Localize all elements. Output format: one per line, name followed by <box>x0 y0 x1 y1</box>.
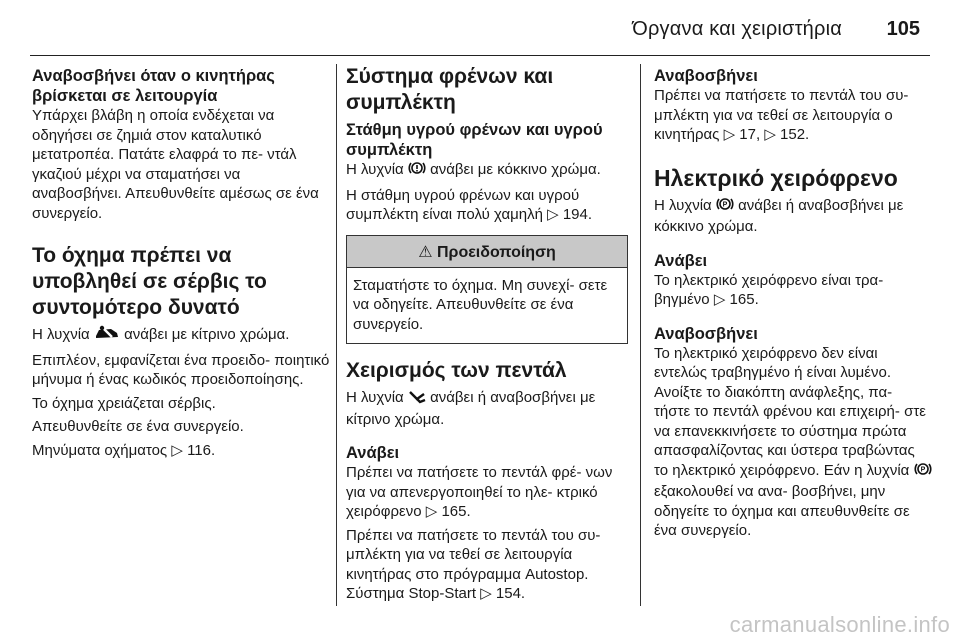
page-reference[interactable]: 116. <box>187 441 216 459</box>
column-3 <box>654 62 932 607</box>
section-heading: Σύστημα φρένων και συμπλέκτη <box>346 65 554 114</box>
text: Το ηλεκτρικό χειρόφρενο δεν είναι εντελώς τραβηγμένο ή είναι λυμένο. Ανοίξτε το διακόπτη ανάφλεξης, πα‐ τήστε το πεντάλ φρένου και επιχειρή‐ στε να επανεκκινήσετε το σύστημα πρώτα απασφαλίζοντας και ύστερα τραβώντας το ηλεκτρικό χειρόφρενο. Εάν η λυχνία <box>654 344 926 479</box>
page-reference-arrow-icon: ▷ <box>764 126 776 143</box>
subsection-heading: Αναβοσβήνει <box>654 67 758 85</box>
paragraph <box>654 86 932 145</box>
pedal-foot-icon <box>408 388 426 410</box>
text: Η λυχνία <box>346 389 404 406</box>
subsection-heading: Ανάβει <box>654 251 708 270</box>
page-reference[interactable]: 165. <box>441 503 471 520</box>
warning-text: Σταματήστε το όχημα. Μη συνεχί‐ σετε να οδηγείτε. Απευθυνθείτε σε ένα συνεργείο. <box>353 276 608 333</box>
text: Το ηλεκτρικό χειρόφρενο είναι τρα‐ βηγμένο <box>654 271 884 308</box>
text: ανάβει με κίτρινο χρώμα. <box>124 326 290 343</box>
section-heading: Ηλεκτρικό χειρόφρενο <box>654 164 898 191</box>
page-reference[interactable]: 152. <box>780 126 810 143</box>
subsection-heading: Αναβοσβήνει <box>654 324 758 343</box>
paragraph: Υπάρχει βλάβη η οποία ενδέχεται να οδηγήσει σε ζημιά στον καταλυτικό μετατροπέα. Πατάτε ελαφρά το πε‐ ντάλ γκαζιού μέχρι να σταματήσει να αναβοσβήνει. Απευθυνθείτε αμέσως σε ένα συνεργείο. <box>32 107 319 222</box>
text: Η στάθμη υγρού φρένων και υγρού συμπλέκτη είναι πολύ χαμηλή <box>346 186 580 223</box>
text: ανάβει ή αναβοσβήνει με κίτρινο χρώμα. <box>346 389 596 428</box>
page-reference-arrow-icon: ▷ <box>723 126 736 143</box>
paragraph <box>32 441 332 461</box>
service-wrench-car-icon <box>94 325 120 347</box>
page-reference[interactable]: 194. <box>562 206 593 223</box>
paragraph <box>346 526 628 604</box>
page-reference[interactable]: 154. <box>495 585 526 602</box>
warning-triangle-icon: ⚠ <box>418 243 433 261</box>
svg-text:P: P <box>920 466 925 474</box>
text: Πρέπει να πατήσετε το πεντάλ του συ‐ μπλέκτη για να τεθεί σε λειτουργία κινητήρας στο πρόγραμμα Autostop. Σύστημα Stop-Start <box>346 526 601 602</box>
column-divider <box>336 64 337 606</box>
text: Μηνύματα οχήματος <box>32 441 168 459</box>
section-heading: Χειρισμός των πεντάλ <box>346 359 567 382</box>
paragraph <box>346 463 628 522</box>
text: Η λυχνία <box>654 196 712 214</box>
page-reference[interactable]: 17, <box>739 126 761 143</box>
text: Η λυχνία <box>32 326 90 343</box>
column-1 <box>32 62 332 607</box>
warning-title: Προειδοποίηση <box>436 243 556 261</box>
page-reference[interactable]: 165. <box>729 291 759 308</box>
paragraph <box>346 186 628 225</box>
column-divider <box>640 64 641 606</box>
svg-text:P: P <box>722 201 728 209</box>
section-heading: Το όχημα πρέπει να υποβληθεί σε σέρβις το συντομότερο δυνατό <box>32 244 267 319</box>
page-reference-arrow-icon: ▷ <box>171 441 183 459</box>
text: ανάβει ή αναβοσβήνει με κόκκινο χρώμα. <box>654 196 904 235</box>
header-divider <box>30 55 930 56</box>
paragraph <box>654 196 932 237</box>
page-number: 105 <box>886 18 920 40</box>
text: εξακολουθεί να ανα‐ βοσβήνει, μην οδηγείτε το όχημα και απευθυνθείτε σε ένα συνεργείο. <box>654 483 910 539</box>
paragraph <box>346 160 628 182</box>
paragraph: Απευθυνθείτε σε ένα συνεργείο. <box>32 418 244 435</box>
section-heading: Αναβοσβήνει όταν ο κινητήρας βρίσκεται σε λειτουργία <box>32 67 275 105</box>
page-reference-arrow-icon: ▷ <box>480 585 492 602</box>
warning-header <box>347 236 627 268</box>
parking-brake-icon <box>716 196 734 218</box>
paragraph <box>654 344 932 541</box>
brake-warning-icon <box>408 160 426 182</box>
watermark: carmanualsonline.info <box>729 612 950 637</box>
parking-brake-icon <box>914 461 932 483</box>
paragraph <box>654 271 932 310</box>
paragraph <box>346 388 628 429</box>
paragraph: Επιπλέον, εμφανίζεται ένα προειδο‐ ποιητικό μήνυμα ή ένας κωδικός προειδοποίησης. <box>32 351 330 388</box>
paragraph: Το όχημα χρειάζεται σέρβις. <box>32 394 216 412</box>
subsection-heading: Στάθμη υγρού φρένων και υγρού συμπλέκτη <box>346 121 603 159</box>
subsection-heading: Ανάβει <box>346 444 400 462</box>
page-reference-arrow-icon: ▷ <box>547 206 559 223</box>
page-reference-arrow-icon: ▷ <box>713 291 726 308</box>
paragraph <box>32 325 332 347</box>
text: Πρέπει να πατήσετε το πεντάλ φρέ‐ νων για να απενεργοποιηθεί το ηλε‐ κτρικό χειρόφρενο <box>346 464 613 520</box>
text: Πρέπει να πατήσετε το πεντάλ του συ‐ μπλέκτη για να τεθεί σε λειτουργία ο κινητήρας <box>654 87 909 143</box>
text: Η λυχνία <box>346 161 404 178</box>
page-reference-arrow-icon: ▷ <box>425 503 438 520</box>
column-2 <box>346 62 628 607</box>
warning-box <box>346 235 628 345</box>
text: ανάβει με κόκκινο χρώμα. <box>430 161 601 178</box>
page-header-title: Όργανα και χειριστήρια <box>632 18 842 40</box>
